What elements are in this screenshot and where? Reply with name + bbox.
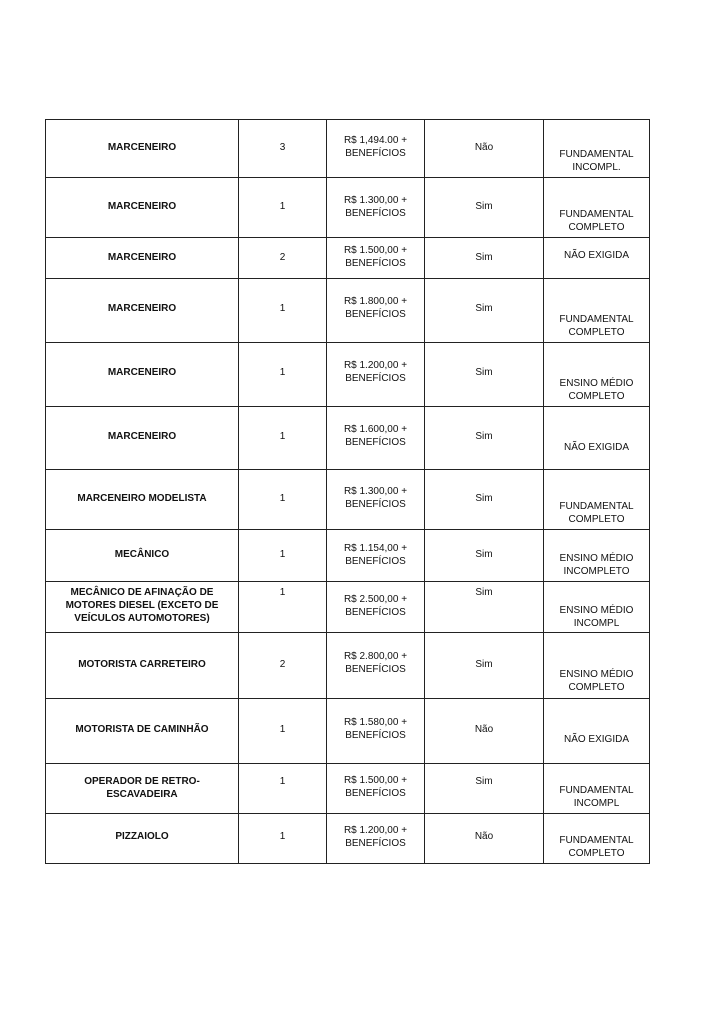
education-cell: ENSINO MÉDIO COMPLETO: [544, 633, 650, 699]
salary-cell: R$ 2.800,00 + BENEFÍCIOS: [327, 633, 425, 699]
salary-cell: R$ 1.200,00 + BENEFÍCIOS: [327, 343, 425, 407]
vacancies-cell: 1: [239, 814, 327, 864]
table-row: [46, 470, 650, 530]
job-title-cell: PIZZAIOLO: [46, 814, 239, 864]
education-cell: ENSINO MÉDIO COMPLETO: [544, 343, 650, 407]
job-title-cell: MECÂNICO DE AFINAÇÃO DE MOTORES DIESEL (EXCETO DE VEÍCULOS AUTOMOTORES): [46, 582, 239, 633]
pcd-cell: Sim: [425, 764, 544, 814]
education-cell: FUNDAMENTAL INCOMPL: [544, 764, 650, 814]
job-title-cell: MARCENEIRO: [46, 343, 239, 407]
job-title-cell: MARCENEIRO: [46, 407, 239, 470]
job-title-cell: MOTORISTA CARRETEIRO: [46, 633, 239, 699]
education-cell: NÃO EXIGIDA: [544, 699, 650, 764]
pcd-cell: Sim: [425, 633, 544, 699]
education-cell: NÃO EXIGIDA: [544, 407, 650, 470]
pcd-cell: Sim: [425, 178, 544, 238]
job-openings-table: [45, 119, 650, 864]
vacancies-cell: 1: [239, 343, 327, 407]
table-row: [46, 814, 650, 864]
pcd-cell: Não: [425, 120, 544, 178]
salary-cell: R$ 1.580,00 + BENEFÍCIOS: [327, 699, 425, 764]
pcd-cell: Sim: [425, 582, 544, 633]
job-title-cell: MECÂNICO: [46, 530, 239, 582]
table-row: [46, 633, 650, 699]
job-title-cell: MARCENEIRO: [46, 178, 239, 238]
table-row: [46, 238, 650, 279]
vacancies-cell: 1: [239, 407, 327, 470]
salary-cell: R$ 1.200,00 + BENEFÍCIOS: [327, 814, 425, 864]
pcd-cell: Não: [425, 699, 544, 764]
job-title-cell: MARCENEIRO MODELISTA: [46, 470, 239, 530]
pcd-cell: Não: [425, 814, 544, 864]
vacancies-cell: 1: [239, 470, 327, 530]
education-cell: FUNDAMENTAL COMPLETO: [544, 279, 650, 343]
pcd-cell: Sim: [425, 407, 544, 470]
education-cell: FUNDAMENTAL COMPLETO: [544, 470, 650, 530]
vacancies-cell: 1: [239, 699, 327, 764]
education-cell: ENSINO MÉDIO INCOMPL: [544, 582, 650, 633]
salary-cell: R$ 1.800,00 + BENEFÍCIOS: [327, 279, 425, 343]
table-row: [46, 120, 650, 178]
table-row: [46, 343, 650, 407]
vacancies-cell: 1: [239, 178, 327, 238]
vacancies-cell: 2: [239, 238, 327, 279]
vacancies-cell: 1: [239, 279, 327, 343]
job-title-cell: OPERADOR DE RETRO- ESCAVADEIRA: [46, 764, 239, 814]
pcd-cell: Sim: [425, 530, 544, 582]
vacancies-cell: 1: [239, 764, 327, 814]
education-cell: FUNDAMENTAL COMPLETO: [544, 178, 650, 238]
job-title-cell: MARCENEIRO: [46, 120, 239, 178]
pcd-cell: Sim: [425, 279, 544, 343]
education-cell: FUNDAMENTAL INCOMPL.: [544, 120, 650, 178]
table-row: [46, 699, 650, 764]
job-title-cell: MOTORISTA DE CAMINHÃO: [46, 699, 239, 764]
salary-cell: R$ 1.600,00 + BENEFÍCIOS: [327, 407, 425, 470]
vacancies-cell: 3: [239, 120, 327, 178]
pcd-cell: Sim: [425, 470, 544, 530]
vacancies-cell: 1: [239, 530, 327, 582]
education-cell: ENSINO MÉDIO INCOMPLETO: [544, 530, 650, 582]
salary-cell: R$ 2.500,00 + BENEFÍCIOS: [327, 582, 425, 633]
table-row: [46, 407, 650, 470]
pcd-cell: Sim: [425, 238, 544, 279]
salary-cell: R$ 1.300,00 + BENEFÍCIOS: [327, 178, 425, 238]
vacancies-cell: 1: [239, 582, 327, 633]
salary-cell: R$ 1.500,00 + BENEFÍCIOS: [327, 238, 425, 279]
job-openings-body: [46, 120, 650, 864]
job-title-cell: MARCENEIRO: [46, 279, 239, 343]
salary-cell: R$ 1.500,00 + BENEFÍCIOS: [327, 764, 425, 814]
education-cell: NÃO EXIGIDA: [544, 238, 650, 279]
salary-cell: R$ 1.300,00 + BENEFÍCIOS: [327, 470, 425, 530]
vacancies-cell: 2: [239, 633, 327, 699]
table-row: [46, 764, 650, 814]
table-row: [46, 279, 650, 343]
table-row: [46, 530, 650, 582]
salary-cell: R$ 1.154,00 + BENEFÍCIOS: [327, 530, 425, 582]
job-title-cell: MARCENEIRO: [46, 238, 239, 279]
education-cell: FUNDAMENTAL COMPLETO: [544, 814, 650, 864]
salary-cell: R$ 1,494.00 + BENEFÍCIOS: [327, 120, 425, 178]
table-row: [46, 582, 650, 633]
pcd-cell: Sim: [425, 343, 544, 407]
table-row: [46, 178, 650, 238]
